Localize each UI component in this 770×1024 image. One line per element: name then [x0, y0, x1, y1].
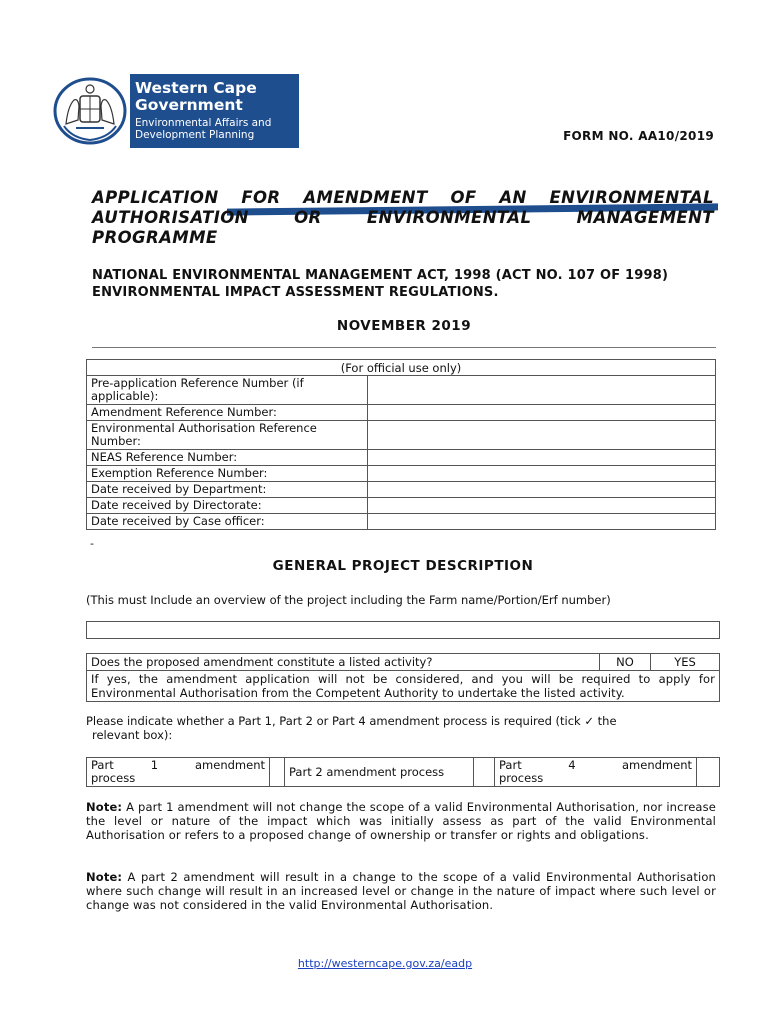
exemption-ref-field[interactable]	[368, 466, 716, 482]
coat-of-arms-icon	[50, 74, 130, 148]
part2-checkbox[interactable]	[474, 758, 495, 787]
part2-label: Part 2 amendment process	[285, 758, 474, 787]
part-instruction: Please indicate whether a Part 1, Part 2 or Part 4 amendment process is required (tick ✓ the relevant box):	[86, 714, 617, 742]
ea-ref-field[interactable]	[368, 421, 716, 450]
table-row: Environmental Authorisation Reference Number:	[87, 421, 716, 450]
table-row: Pre-application Reference Number (if applicable):	[87, 376, 716, 405]
listed-activity-table	[86, 653, 720, 702]
logo-subtitle: Environmental Affairs and Development Planning	[135, 117, 272, 141]
western-cape-logo	[50, 74, 299, 148]
table-row: NEAS Reference Number:	[87, 450, 716, 466]
general-project-heading: GENERAL PROJECT DESCRIPTION	[272, 558, 534, 574]
neas-ref-field[interactable]	[368, 450, 716, 466]
date-case-officer-field[interactable]	[368, 514, 716, 530]
table-row: Date received by Case officer:	[87, 514, 716, 530]
part4-checkbox[interactable]	[697, 758, 720, 787]
table-row: Date received by Directorate:	[87, 498, 716, 514]
divider	[92, 347, 716, 348]
listed-activity-question: Does the proposed amendment constitute a listed activity?	[87, 654, 600, 671]
part4-label: Part 4 amendment process	[495, 758, 697, 787]
document-date: NOVEMBER 2019	[336, 318, 472, 334]
tick-icon: ✓	[584, 714, 594, 728]
official-use-table	[86, 359, 716, 530]
part2-note: Note: A part 2 amendment will result in a change to the scope of a valid Environmental Authorisation where such change will result in an increased level or change in the nature of impact where such level or change was not considered in the valid Environmental Authorisation.	[86, 870, 716, 912]
date-directorate-field[interactable]	[368, 498, 716, 514]
date-department-field[interactable]	[368, 482, 716, 498]
part1-note: Note: A part 1 amendment will not change the scope of a valid Environmental Authorisation, nor increase the level or nature of the impact which was initially assess as part of the valid Environmental Authorisation or refers to a proposed change of ownership or transfer or rights and obligations.	[86, 800, 716, 842]
footer-link[interactable]: http://westerncape.gov.za/eadp	[297, 957, 473, 970]
amendment-ref-field[interactable]	[368, 405, 716, 421]
logo-title: Western Cape Government	[135, 79, 257, 114]
part1-checkbox[interactable]	[270, 758, 285, 787]
dash-mark: -	[90, 537, 94, 550]
no-option[interactable]: NO	[600, 654, 651, 671]
part1-label: Part 1 amendment process	[87, 758, 270, 787]
form-number: FORM NO. AA10/2019	[563, 129, 714, 143]
listed-activity-note: If yes, the amendment application will not be considered, and you will be required to apply for Environmental Authorisation from the Competent Authority to undertake the listed activity.	[87, 671, 720, 702]
pre-application-ref-field[interactable]	[368, 376, 716, 405]
official-use-header: (For official use only)	[87, 360, 716, 376]
project-description-field[interactable]	[86, 621, 720, 639]
document-title: APPLICATION FOR AMENDMENT OF AN ENVIRONMENTAL AUTHORISATION OR ENVIRONMENTAL MANAGEMENT PROGRAMME	[92, 188, 714, 247]
table-row: Date received by Department:	[87, 482, 716, 498]
table-row: Exemption Reference Number:	[87, 466, 716, 482]
table-row: Amendment Reference Number:	[87, 405, 716, 421]
part-selection-table	[86, 757, 720, 787]
act-heading: NATIONAL ENVIRONMENTAL MANAGEMENT ACT, 1998 (ACT NO. 107 OF 1998) ENVIRONMENTAL IMPACT ASSESSMENT REGULATIONS.	[92, 268, 669, 300]
yes-option[interactable]: YES	[651, 654, 720, 671]
general-project-note: (This must Include an overview of the project including the Farm name/Portion/Erf number)	[86, 593, 611, 607]
